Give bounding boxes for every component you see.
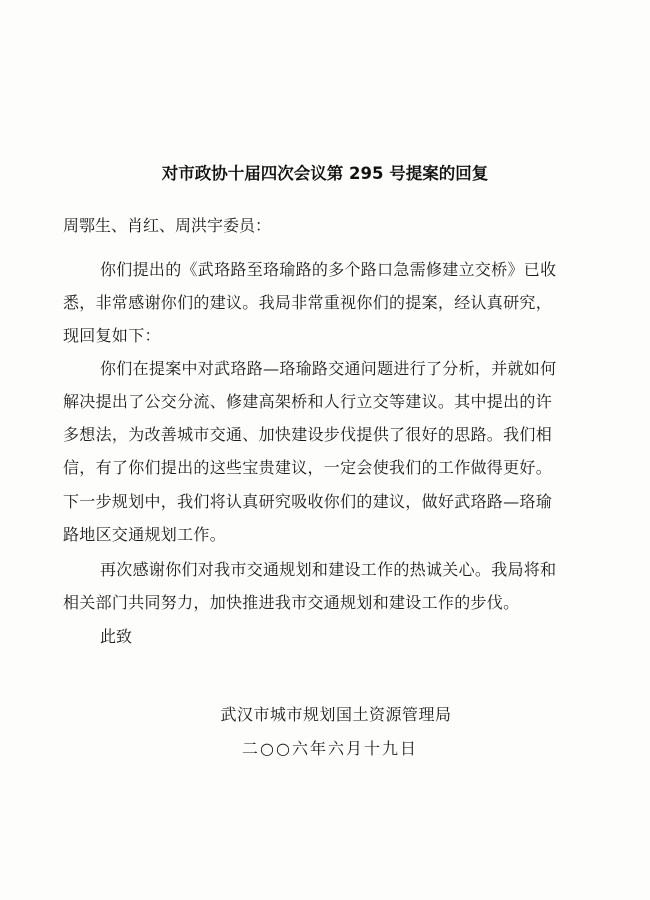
paragraph-2-line-6: 路地区交通规划工作。	[63, 525, 227, 544]
paragraph-1-line-3: 现回复如下：	[63, 326, 161, 345]
salutation: 周鄂生、肖红、周洪宇委员：	[63, 216, 272, 235]
closing-salutation: 此致	[100, 627, 133, 646]
paragraph-2-line-3: 多想法，为改善城市交通、加快建设步伐提供了很好的思路。我们相	[63, 425, 553, 444]
paragraph-2-line-2: 解决提出了公交分流、修建高架桥和人行立交等建议。其中提出的许	[63, 392, 553, 411]
paragraph-3-line-2: 相关部门共同努力，加快推进我市交通规划和建设工作的步伐。	[63, 593, 520, 612]
document-title: 对市政协十届四次会议第 295 号提案的回复	[161, 164, 489, 183]
paragraph-2-line-4: 信，有了你们提出的这些宝贵建议，一定会使我们的工作做得更好。	[63, 458, 553, 477]
paragraph-2-line-5: 下一步规划中，我们将认真研究吸收你们的建议，做好武珞路—珞瑜	[63, 492, 553, 511]
paragraph-1-line-1: 你们提出的《武珞路至珞瑜路的多个路口急需修建立交桥》已收	[100, 260, 557, 279]
signature-organization: 武汉市城市规划国土资源管理局	[220, 705, 452, 724]
paragraph-2-line-1: 你们在提案中对武珞路—珞瑜路交通问题进行了分析，并就如何	[100, 359, 557, 378]
paragraph-1-line-2: 悉，非常感谢你们的建议。我局非常重视你们的提案，经认真研究，	[63, 293, 553, 312]
paragraph-3-line-1: 再次感谢你们对我市交通规划和建设工作的热诚关心。我局将和	[100, 560, 557, 579]
signature-date: 二○○六年六月十九日	[242, 739, 418, 758]
